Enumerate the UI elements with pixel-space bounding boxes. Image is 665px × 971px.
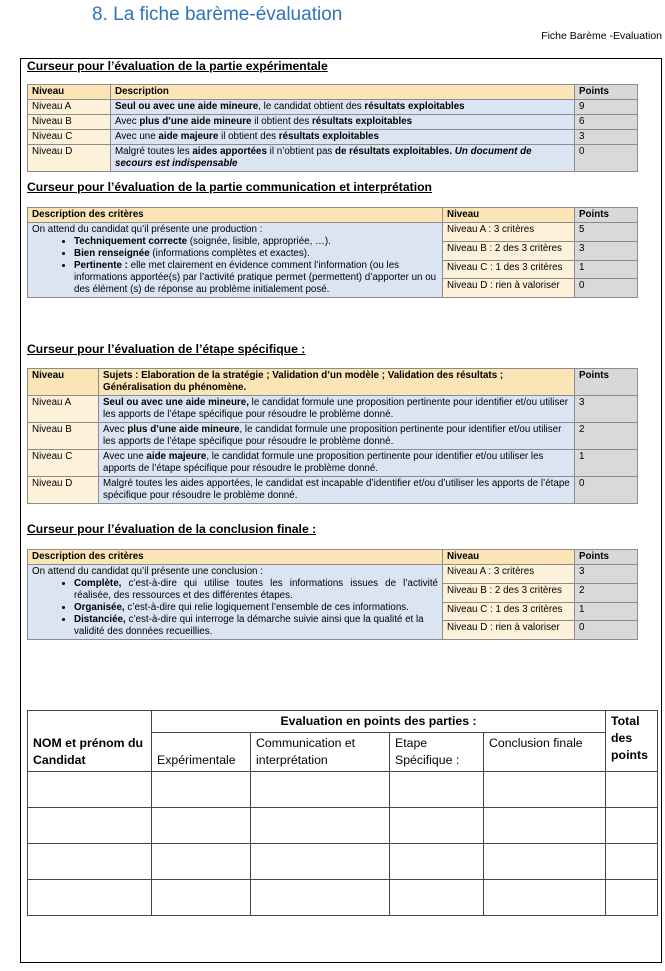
description-cell: Seul ou avec une aide mineure, le candidat formule une proposition pertinente pour identifier et/ou utiliser les apports de l’étape spécifique pour résoudre le problème donné. <box>99 396 575 423</box>
header-points: Points <box>575 208 638 223</box>
total-cell[interactable] <box>606 844 658 880</box>
col-experimental: Expérimentale <box>152 733 251 772</box>
score-cell[interactable] <box>251 808 390 844</box>
total-cell[interactable] <box>606 808 658 844</box>
score-cell[interactable] <box>251 844 390 880</box>
description-cell: Avec plus d’une aide mineure, le candidat formule une proposition pertinente pour identifier et/ou utiliser les apports de l’étape spécifique pour résoudre le problème donné. <box>99 423 575 450</box>
section-title-conclusion: Curseur pour l’évaluation de la conclusion finale : <box>27 522 317 536</box>
points-cell: 3 <box>575 241 638 260</box>
level-cell: Niveau B <box>28 423 99 450</box>
total-header: Total des points <box>606 711 658 772</box>
header-description: Description des critères <box>28 550 443 565</box>
description-cell: Malgré toutes les aides apportées, le candidat est incapable d’identifier et/ou d’utiliser les apports de l’étape spécifique pour résoudre le problème donné. <box>99 477 575 504</box>
description-cell: Seul ou avec une aide mineure, le candidat obtient des résultats exploitables <box>111 100 575 115</box>
criteria-cell: On attend du candidat qu’il présente une production : • Techniquement correcte (soignée, lisible, appropriée, …). • Bien renseignée (informations complètes et exactes). • Pertinente : elle met clairement en évidence comment l’information (ou les informations apportée(s) par l’activité pratique permet (permettent) d’apporter un ou des élément (s) de réponse au problème initialement posé. <box>28 223 443 298</box>
entry-row <box>28 844 658 880</box>
criterion-item: • Distanciée, c’est-à-dire qui interroge la démarche suivie ainsi que la qualité et la validité des données recueillies. <box>74 614 438 638</box>
criteria-cell: On attend du candidat qu’il présente une conclusion : • Complète, c’est-à-dire qui utilise toutes les informations issues de l’activité réalisée, des ressources et des différentes étapes. • Organisée, c’est-à-dire qui relie logiquement l’ensemble de ces informations. • Distanciée, c’est-à-dire qui interroge la démarche suivie ainsi que la qualité et la validité des données recueillies. <box>28 565 443 640</box>
score-cell[interactable] <box>484 808 606 844</box>
points-cell: 1 <box>575 602 638 621</box>
section-title-specific-step: Curseur pour l’évaluation de l’étape spécifique : <box>27 342 306 356</box>
entry-row <box>28 808 658 844</box>
running-header: Fiche Barème -Evaluation <box>541 30 662 42</box>
score-cell[interactable] <box>152 808 251 844</box>
description-cell: Avec une aide majeure il obtient des résultats exploitables <box>111 130 575 145</box>
points-cell: 6 <box>575 115 638 130</box>
col-conclusion: Conclusion finale <box>484 733 606 772</box>
name-input-cell[interactable] <box>28 772 152 808</box>
level-cell: Niveau A : 3 critères <box>443 565 575 584</box>
header-description: Description <box>111 85 575 100</box>
score-cell[interactable] <box>251 772 390 808</box>
conclusion-table <box>27 549 638 640</box>
table-row <box>28 223 638 242</box>
entry-row <box>28 880 658 916</box>
header-points: Points <box>575 550 638 565</box>
score-cell[interactable] <box>484 772 606 808</box>
level-cell: Niveau A <box>28 100 111 115</box>
level-cell: Niveau C <box>28 450 99 477</box>
header-level: Niveau <box>28 369 99 396</box>
points-cell: 0 <box>575 621 638 640</box>
criterion-item: • Organisée, c’est-à-dire qui relie logiquement l’ensemble de ces informations. <box>74 602 438 614</box>
header-description: Description des critères <box>28 208 443 223</box>
table-header-row <box>28 550 638 565</box>
level-cell: Niveau D <box>28 477 99 504</box>
points-cell: 2 <box>575 423 638 450</box>
level-cell: Niveau D : rien à valoriser <box>443 279 575 298</box>
table-row <box>28 565 638 584</box>
points-cell: 1 <box>575 450 638 477</box>
points-cell: 1 <box>575 260 638 279</box>
header-level: Niveau <box>443 550 575 565</box>
points-cell: 3 <box>575 565 638 584</box>
total-cell[interactable] <box>606 772 658 808</box>
evaluation-grid <box>27 710 658 916</box>
score-cell[interactable] <box>152 844 251 880</box>
score-cell[interactable] <box>152 772 251 808</box>
table-row <box>28 130 638 145</box>
score-cell[interactable] <box>251 880 390 916</box>
level-cell: Niveau A : 3 critères <box>443 223 575 242</box>
score-cell[interactable] <box>390 880 484 916</box>
description-cell: Avec plus d’une aide mineure il obtient des résultats exploitables <box>111 115 575 130</box>
specific-step-table <box>27 368 638 504</box>
level-cell: Niveau C : 1 des 3 critères <box>443 602 575 621</box>
points-cell: 0 <box>575 477 638 504</box>
score-cell[interactable] <box>484 844 606 880</box>
level-cell: Niveau D <box>28 145 111 172</box>
table-header-row <box>28 369 638 396</box>
level-cell: Niveau B : 2 des 3 critères <box>443 241 575 260</box>
points-cell: 0 <box>575 279 638 298</box>
grid-header-row <box>28 711 658 733</box>
points-cell: 9 <box>575 100 638 115</box>
level-cell: Niveau C : 1 des 3 critères <box>443 260 575 279</box>
table-row <box>28 115 638 130</box>
table-header-row <box>28 85 638 100</box>
col-communication: Communication et interprétation <box>251 733 390 772</box>
section-heading: 8. La fiche barème-évaluation <box>92 4 343 25</box>
criterion-item: • Complète, c’est-à-dire qui utilise toutes les informations issues de l’activité réalisée, des ressources et des différentes étapes. <box>74 578 438 602</box>
score-cell[interactable] <box>390 844 484 880</box>
name-input-cell[interactable] <box>28 808 152 844</box>
level-cell: Niveau B : 2 des 3 critères <box>443 583 575 602</box>
level-cell: Niveau C <box>28 130 111 145</box>
name-input-cell[interactable] <box>28 844 152 880</box>
points-cell: 0 <box>575 145 638 172</box>
name-header: NOM et prénom du Candidat <box>28 711 152 772</box>
header-points: Points <box>575 369 638 396</box>
description-cell: Malgré toutes les aides apportées il n’obtient pas de résultats exploitables. Un document de secours est indispensable <box>111 145 575 172</box>
header-subjects: Sujets : Elaboration de la stratégie ; Validation d’un modèle ; Validation des résultats ; Généralisation du phénomène. <box>99 369 575 396</box>
points-cell: 3 <box>575 130 638 145</box>
level-cell: Niveau D : rien à valoriser <box>443 621 575 640</box>
experimental-table <box>27 84 638 172</box>
communication-table <box>27 207 638 298</box>
score-cell[interactable] <box>390 808 484 844</box>
score-cell[interactable] <box>152 880 251 916</box>
score-cell[interactable] <box>390 772 484 808</box>
section-title-communication: Curseur pour l’évaluation de la partie communication et interprétation <box>27 180 432 194</box>
points-cell: 3 <box>575 396 638 423</box>
table-row <box>28 100 638 115</box>
header-level: Niveau <box>443 208 575 223</box>
total-cell[interactable] <box>606 880 658 916</box>
table-row <box>28 450 638 477</box>
table-row <box>28 145 638 172</box>
table-row <box>28 423 638 450</box>
table-row <box>28 477 638 504</box>
description-cell: Avec une aide majeure, le candidat formule une proposition pertinente pour identifier et/ou utiliser les apports de l’étape spécifique pour résoudre le problème donné. <box>99 450 575 477</box>
col-specific-step: Etape Spécifique : <box>390 733 484 772</box>
section-title-experimental: Curseur pour l’évaluation de la partie expérimentale <box>27 59 328 73</box>
level-cell: Niveau B <box>28 115 111 130</box>
group-header: Evaluation en points des parties : <box>152 711 606 733</box>
entry-row <box>28 772 658 808</box>
name-input-cell[interactable] <box>28 880 152 916</box>
criterion-item: • Bien renseignée (informations complètes et exactes). <box>74 248 438 260</box>
criterion-item: • Pertinente : elle met clairement en évidence comment l’information (ou les informations apportée(s) par l’activité pratique permet (permettent) d’apporter un ou des élément (s) de réponse au problème initialement posé. <box>74 260 438 296</box>
header-level: Niveau <box>28 85 111 100</box>
table-row <box>28 396 638 423</box>
header-points: Points <box>575 85 638 100</box>
table-header-row <box>28 208 638 223</box>
points-cell: 5 <box>575 223 638 242</box>
points-cell: 2 <box>575 583 638 602</box>
criterion-item: • Techniquement correcte (soignée, lisible, appropriée, …). <box>74 236 438 248</box>
level-cell: Niveau A <box>28 396 99 423</box>
score-cell[interactable] <box>484 880 606 916</box>
